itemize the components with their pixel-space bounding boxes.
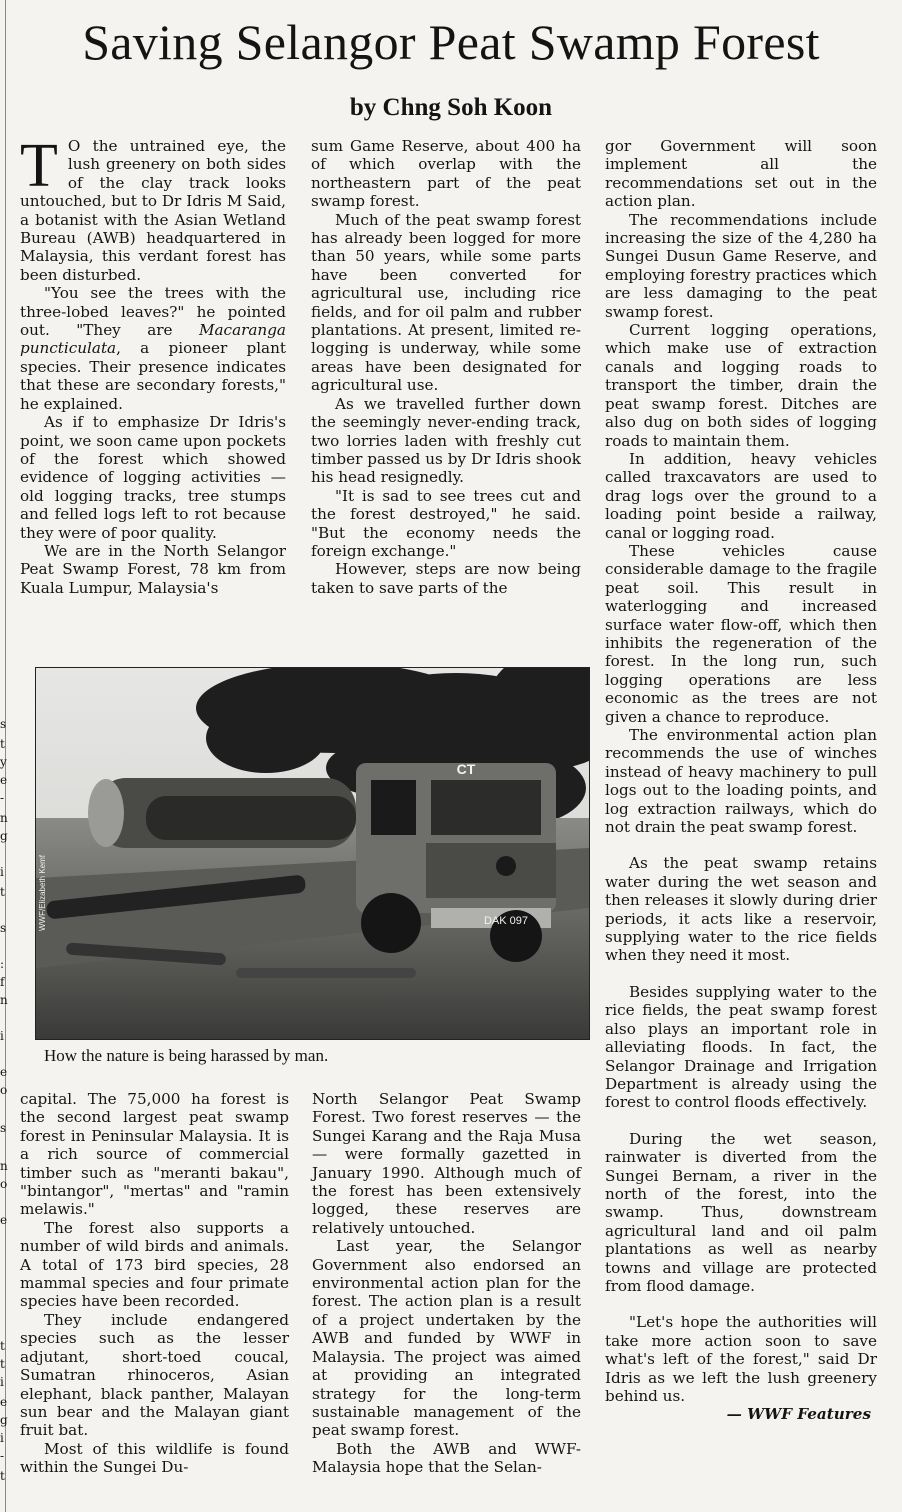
paragraph: As the peat swamp retains water during the wet season and then releases it slowly during drier periods, it acts like a reservoir, supplying water to the rice fields when they need it most. [605,854,877,965]
edge-letter: i [0,1431,4,1445]
paragraph: Current logging operations, which make use of extraction canals and logging roads to transport the timber, drain the peat swamp forest. Ditches are also dug on both sides of logging roads to maintain them. [605,321,877,450]
paragraph: gor Government will soon implement all the recommendations set out in the action plan. [605,137,877,211]
article-column-2 [311,137,581,597]
timber-load [88,778,356,848]
paragraph: As we travelled further down the seemingly never-ending track, two lorries laden with freshly cut timber passed us by Dr Idris shook his head resignedly. [311,394,581,487]
edge-letter: f [0,975,5,989]
edge-letter: e [0,1395,8,1409]
edge-letter: s [0,921,7,935]
edge-letter: i [0,1029,4,1043]
article-photo [35,667,590,1040]
edge-letter: o [0,1177,8,1191]
paragraph: Much of the peat swamp forest has already been logged for more than 50 years, while some parts have been converted for agricultural use, including rice fields, and for oil palm and rubber plantations. At present, limited re-logging is underway, while some areas have been designated for agricultural use. [311,210,581,395]
edge-letter: - [0,791,5,805]
paragraph: However, steps are now being taken to save parts of the [311,560,581,597]
species-name: Macaranga puncticulata [20,321,286,358]
paragraph: They include endangered species such as the lesser adjutant, short-toed coucal, Sumatran rhinoceros, Asian elephant, black panther, Malayan sun bear and the Malayan giant fruit bat. [20,1310,289,1440]
paragraph: As if to emphasize Dr Idris's point, we soon came upon pockets of the forest which showed evidence of logging activities — old logging tracks, tree stumps and felled logs left to rot because they were of poor quality. [20,413,286,542]
paragraph [20,132,286,284]
photo-caption: How the nature is being harassed by man. [44,1046,329,1065]
paragraph: During the wet season, rainwater is diverted from the Sungei Bernam, a river in the north of the forest, into the swamp. Thus, downstream agricultural land and oil palm plantations as well as nearby towns and village are protected from flood damage. [605,1129,877,1295]
drop-cap: T [20,132,58,200]
edge-letter: e [0,773,8,787]
paragraph-text: O the untrained eye, the lush greenery on both sides of the clay track looks untouched, but to Dr Idris M Said, a botanist with the Asian Wetland Bureau (AWB) headquartered in Malaysia, this verdant forest has been disturbed. [20,137,286,284]
edge-letter: n [0,811,8,825]
edge-letter: t [0,1339,5,1353]
paragraph: The environmental action plan recommends the use of winches instead of heavy machinery to pull logs out to the loading points, and log extraction railways, which do not drain the peat swamp forest. [605,726,877,837]
paragraph: Both the AWB and WWF-Malaysia hope that the Selan- [312,1439,581,1477]
edge-letter: : [0,957,5,971]
paragraph: The forest also supports a number of wild birds and animals. A total of 173 bird species, 28 mammal species and four primate species have been recorded. [20,1218,289,1311]
paragraph: sum Game Reserve, about 400 ha of which overlap with the northeastern part of the peat swamp forest. [311,137,581,211]
photo-illustration [36,668,589,1039]
article-byline: by Chng Soh Koon [349,94,553,121]
edge-letter: y [0,755,7,769]
edge-letter: t [0,737,5,751]
paragraph-text: "You see the trees with the three-lobed leaves?" he pointed out. "They are [20,284,286,340]
article-column-5 [312,1090,581,1477]
edge-letter: o [0,1083,8,1097]
paragraph: Besides supplying water to the rice fields, the peat swamp forest also plays an important role in alleviating floods. In fact, the Selangor Drainage and Irrigation Department is already using the forest to control floods effectively. [605,982,877,1112]
paragraph: Last year, the Selangor Government also endorsed an environmental action plan for the forest. The action plan is a result of a project undertaken by the AWB and funded by WWF in Malaysia. The project was aimed at providing an integrated strategy for the long-term sustainable management of the peat swamp forest. [312,1237,581,1440]
article-signoff: — WWF Features [726,1405,871,1424]
lorry-cab-label: CT [456,761,476,777]
article-column-3 [605,137,877,1424]
paragraph: In addition, heavy vehicles called traxcavators are used to drag logs over the ground to a loading point beside a railway, canal or logging road. [605,449,877,542]
paragraph: "It is sad to see trees cut and the forest destroyed," he said. "But the economy needs the foreign exchange." [311,486,581,560]
edge-letter: s [0,1121,7,1135]
paragraph: North Selangor Peat Swamp Forest. Two forest reserves — the Sungei Karang and the Raja Musa — were formally gazetted in January 1990. Although much of the forest has been extensively logged, these reserves are relatively untouched. [312,1090,581,1237]
edge-letter: t [0,1469,5,1483]
paragraph: The recommendations include increasing the size of the 4,280 ha Sungei Dusun Game Reserve, and employing forestry practices which are less damaging to the peat swamp forest. [605,210,878,321]
edge-letter: i [0,865,4,879]
paragraph: We are in the North Selangor Peat Swamp Forest, 78 km from Kuala Lumpur, Malaysia's [20,541,286,597]
edge-letter: i [0,1375,4,1389]
paragraph: "Let's hope the authorities will take more action soon to save what's left of the forest," said Dr Idris as we left the lush greenery behind us. [605,1313,877,1405]
paragraph: Most of this wildlife is found within the Sungei Du- [20,1439,289,1477]
article-column-1 [20,132,286,597]
edge-letter: e [0,1213,8,1227]
paragraph [20,284,286,413]
article-column-4 [20,1090,289,1477]
edge-letter: g [0,1413,8,1427]
lorry-plate: DAK 097 [483,915,529,927]
edge-letter: n [0,1159,8,1173]
edge-letter: t [0,885,5,899]
photo-credit: WWF/Elizabeth Kemf [38,855,47,932]
edge-letter: g [0,829,8,843]
paragraph: These vehicles cause considerable damage to the fragile peat soil. This result in waterlogging and increased surface water flow-off, which then inhibits the regeneration of the forest. In the long run, such logging operations are less economic as the trees are not given a chance to reproduce. [605,541,877,726]
paragraph-text: , a pioneer plant species. Their presence indicates that these are secondary forests," he explained. [20,339,286,413]
edge-letter: - [0,1449,5,1463]
paragraph: capital. The 75,000 ha forest is the second largest peat swamp forest in Peninsular Malaysia. It is a rich source of commercial timber such as "meranti bakau", "bintangor", "mertas" and "ramin melawis." [20,1090,289,1219]
edge-letter: n [0,993,8,1007]
edge-letter: e [0,1065,8,1079]
edge-letter: s [0,717,7,731]
edge-letter: t [0,1357,5,1371]
article-headline: Saving Selangor Peat Swamp Forest [82,14,820,70]
adjacent-article-edge [0,0,8,1512]
